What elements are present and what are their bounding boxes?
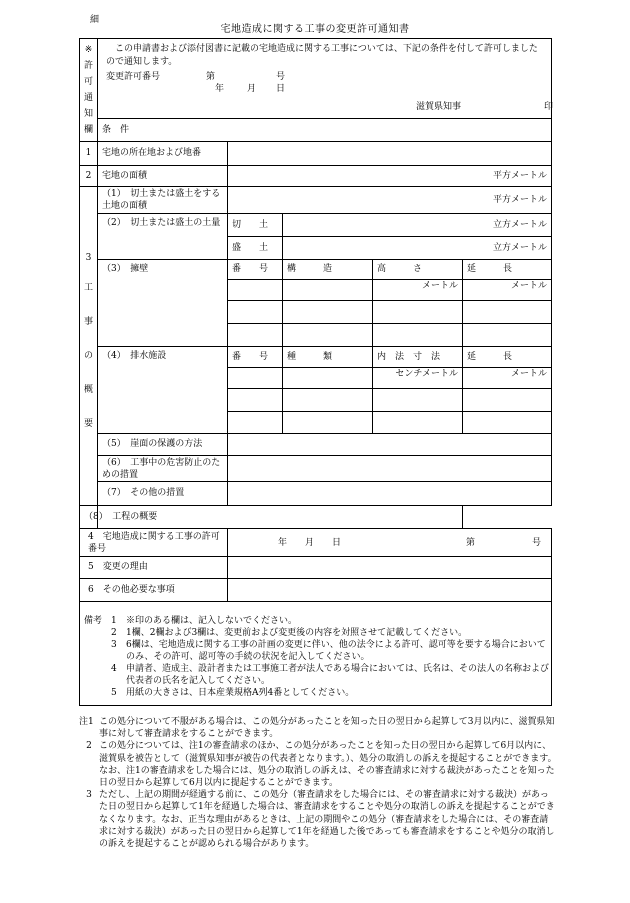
wall-cell[interactable]	[283, 324, 373, 347]
document-title: 宅地造成に関する工事の変更許可通知書	[220, 24, 410, 35]
note-text: 用紙の大きさは、日本産業規格A列4番としてください。	[126, 688, 355, 698]
wall-cell[interactable]	[228, 280, 283, 301]
footnote-item	[79, 789, 557, 850]
notes-section	[84, 615, 554, 699]
drain-cell[interactable]	[373, 389, 463, 412]
row3-7-value[interactable]	[228, 482, 552, 506]
row3-number: 3	[85, 253, 92, 263]
row2-unit: 平方メートル	[228, 166, 552, 187]
row3-6-label: （6） 工事中の危害防止のための措置	[98, 456, 228, 482]
note-text: 6欄は、宅地造成に関する工事の計画の変更に伴い、他の法令による許可、認可等を要する場合においてのみ、その許可、認可等の手続の状況を記入してください。	[126, 640, 546, 662]
drain-cell[interactable]	[373, 412, 463, 434]
row5-value[interactable]	[228, 557, 552, 579]
note-number: 2	[111, 628, 117, 638]
drain-cell[interactable]	[283, 368, 373, 389]
footnote-text: この処分について不服がある場合は、この処分があったことを知った日の翌日から起算して3月以内に、滋賀県知事に対して審査請求をすることができます。	[99, 717, 555, 740]
note-item	[84, 687, 554, 699]
row4-date: 年 月 日	[278, 538, 342, 548]
permit-day: 日	[276, 84, 286, 94]
drain-cell[interactable]	[283, 389, 373, 412]
note-item	[84, 639, 554, 663]
note-number: 5	[111, 688, 117, 698]
drain-cell[interactable]	[228, 389, 283, 412]
drain-col-no: 番 号	[228, 347, 283, 368]
kiri-label: 切 土	[228, 214, 283, 237]
footnote-text: この処分については、注1の審査請求のほか、この処分があったことを知った日の翌日から起算して6月以内に、滋賀県を被告として（滋賀県知事が被告の代表者となります。）、処分の取消しの訴えを提起することができます。なお、注1の審査請求をした場合には、処分の取消しの訴えは、その審査請求に対する裁決があったことを知った日の翌日から起算して6月以内に提起することができます。	[99, 741, 557, 789]
drain-length-unit: メートル	[463, 368, 552, 389]
wall-cell[interactable]	[228, 301, 283, 324]
wall-height-unit: メートル	[373, 280, 463, 301]
row1-number: 1	[80, 142, 98, 166]
drain-cell[interactable]	[463, 389, 552, 412]
note-number: 1	[111, 616, 117, 626]
row3-5-label: （5） 崖面の保護の方法	[98, 434, 228, 456]
row2-number: 2	[80, 166, 98, 187]
permit-dai: 第	[206, 72, 216, 82]
permit-form-table	[79, 38, 552, 706]
row3-group-label	[80, 187, 98, 506]
row4-number: 4	[88, 531, 94, 542]
wall-cell[interactable]	[283, 280, 373, 301]
wall-cell[interactable]	[463, 324, 552, 347]
governor-name: 滋賀県知事	[416, 102, 462, 112]
permit-notice-box	[98, 39, 552, 119]
row3-7-label: （7） その他の措置	[98, 482, 228, 506]
row6-text: その他必要な事項	[102, 584, 175, 595]
permit-notice-text: この申請書および添付図書に記載の宅地造成に関する工事については、下記の条件を付して許可しましたので通知します。	[106, 44, 538, 67]
form-number: 細	[90, 15, 100, 25]
row3-1-label: （1） 切土または盛土をする土地の面積	[98, 187, 228, 214]
footnote-item	[79, 716, 557, 740]
kiri-unit: 立方メートル	[283, 214, 552, 237]
note-text: 申請者、造成主、設計者または工事施工者が法人である場合においては、氏名は、その法人の名称および代表者の氏名を記入してください。	[126, 664, 550, 686]
drain-col-length: 延 長	[463, 347, 552, 368]
notes-label: 備考	[84, 616, 103, 626]
row3-1-unit: 平方メートル	[228, 187, 552, 214]
row3-3-label: （3） 擁壁	[98, 260, 228, 347]
wall-cell[interactable]	[373, 324, 463, 347]
wall-cell[interactable]	[373, 301, 463, 324]
row5-text: 変更の理由	[102, 562, 148, 573]
note-number: 4	[111, 664, 117, 674]
row6-value[interactable]	[228, 579, 552, 602]
row4-text: 宅地造成に関する工事の許可番号	[88, 531, 220, 554]
permit-month: 月	[247, 84, 257, 94]
permit-number-label: 変更許可番号	[106, 72, 161, 82]
wall-cell[interactable]	[283, 301, 373, 324]
wall-col-no: 番 号	[228, 260, 283, 280]
row3-group-text: 工事の概要	[83, 283, 93, 429]
wall-cell[interactable]	[463, 301, 552, 324]
mori-label: 盛 土	[228, 237, 283, 260]
mori-unit: 立方メートル	[283, 237, 552, 260]
row1-label: 宅地の所在地および地番	[98, 142, 228, 166]
drain-cell[interactable]	[283, 412, 373, 434]
drain-col-inner: 内 法 寸 法	[373, 347, 463, 368]
seal-mark: 印	[544, 102, 554, 112]
note-text: 1欄、2欄および3欄は、変更前および変更後の内容を対照させて記載してください。	[126, 628, 468, 638]
row4-value	[228, 529, 552, 557]
wall-col-height: 高 さ	[373, 260, 463, 280]
footnote-item	[79, 740, 557, 789]
drain-cell[interactable]	[463, 412, 552, 434]
wall-col-struct: 構 造	[283, 260, 373, 280]
footnote-number: 2	[86, 741, 92, 752]
row5-number: 5	[88, 562, 94, 573]
note-item	[84, 663, 554, 687]
note-item	[84, 627, 554, 639]
row4-label	[80, 529, 228, 557]
row6-label	[80, 579, 228, 602]
drain-col-kind: 種 類	[283, 347, 373, 368]
permit-go: 号	[276, 72, 286, 82]
row3-6-value[interactable]	[228, 456, 552, 482]
footnote-number: 3	[86, 790, 92, 801]
note-number: 3	[111, 640, 117, 650]
permit-year: 年	[215, 84, 225, 94]
row2-label: 宅地の面積	[98, 166, 228, 187]
permit-notice-label: ※ 許 可 通 知 欄	[80, 39, 98, 142]
row4-go: 号	[532, 538, 542, 548]
row4-dai: 第	[466, 538, 476, 548]
drain-cell[interactable]	[228, 412, 283, 434]
drain-cell[interactable]	[228, 368, 283, 389]
note-item	[84, 615, 554, 627]
note-text: ※印のある欄は、記入しないでください。	[126, 616, 298, 626]
footnotes-section	[79, 716, 557, 850]
row3-5-value[interactable]	[228, 434, 552, 456]
conditions-label: 条 件	[98, 119, 552, 142]
row6-number: 6	[88, 584, 94, 595]
footnote-number: 注1	[79, 717, 94, 727]
drain-inner-unit: センチメートル	[373, 368, 463, 389]
row5-label	[80, 557, 228, 579]
row3-4-label: （4） 排水施設	[98, 347, 228, 434]
wall-cell[interactable]	[228, 324, 283, 347]
row3-8-label: （8） 工程の概要	[80, 506, 98, 529]
row3-2-label: （2） 切土または盛土の土量	[98, 214, 228, 260]
row1-value[interactable]	[228, 142, 552, 166]
footnote-text: ただし、上記の期間が経過する前に、この処分（審査請求をした場合には、その審査請求に対する裁決）があった日の翌日から起算して1年を経過した場合は、審査請求をすることや処分の取消しの訴えを提起することができなくなります。なお、正当な理由があるときは、上記の期間やこの処分（審査請求をした場合には、その審査請求に対する裁決）があった日の翌日から起算して1年を経過した後であっても審査請求をすることや処分の取消しの訴えを提起することが認められる場合があります。	[99, 790, 555, 850]
wall-length-unit: メートル	[463, 280, 552, 301]
wall-col-length: 延 長	[463, 260, 552, 280]
